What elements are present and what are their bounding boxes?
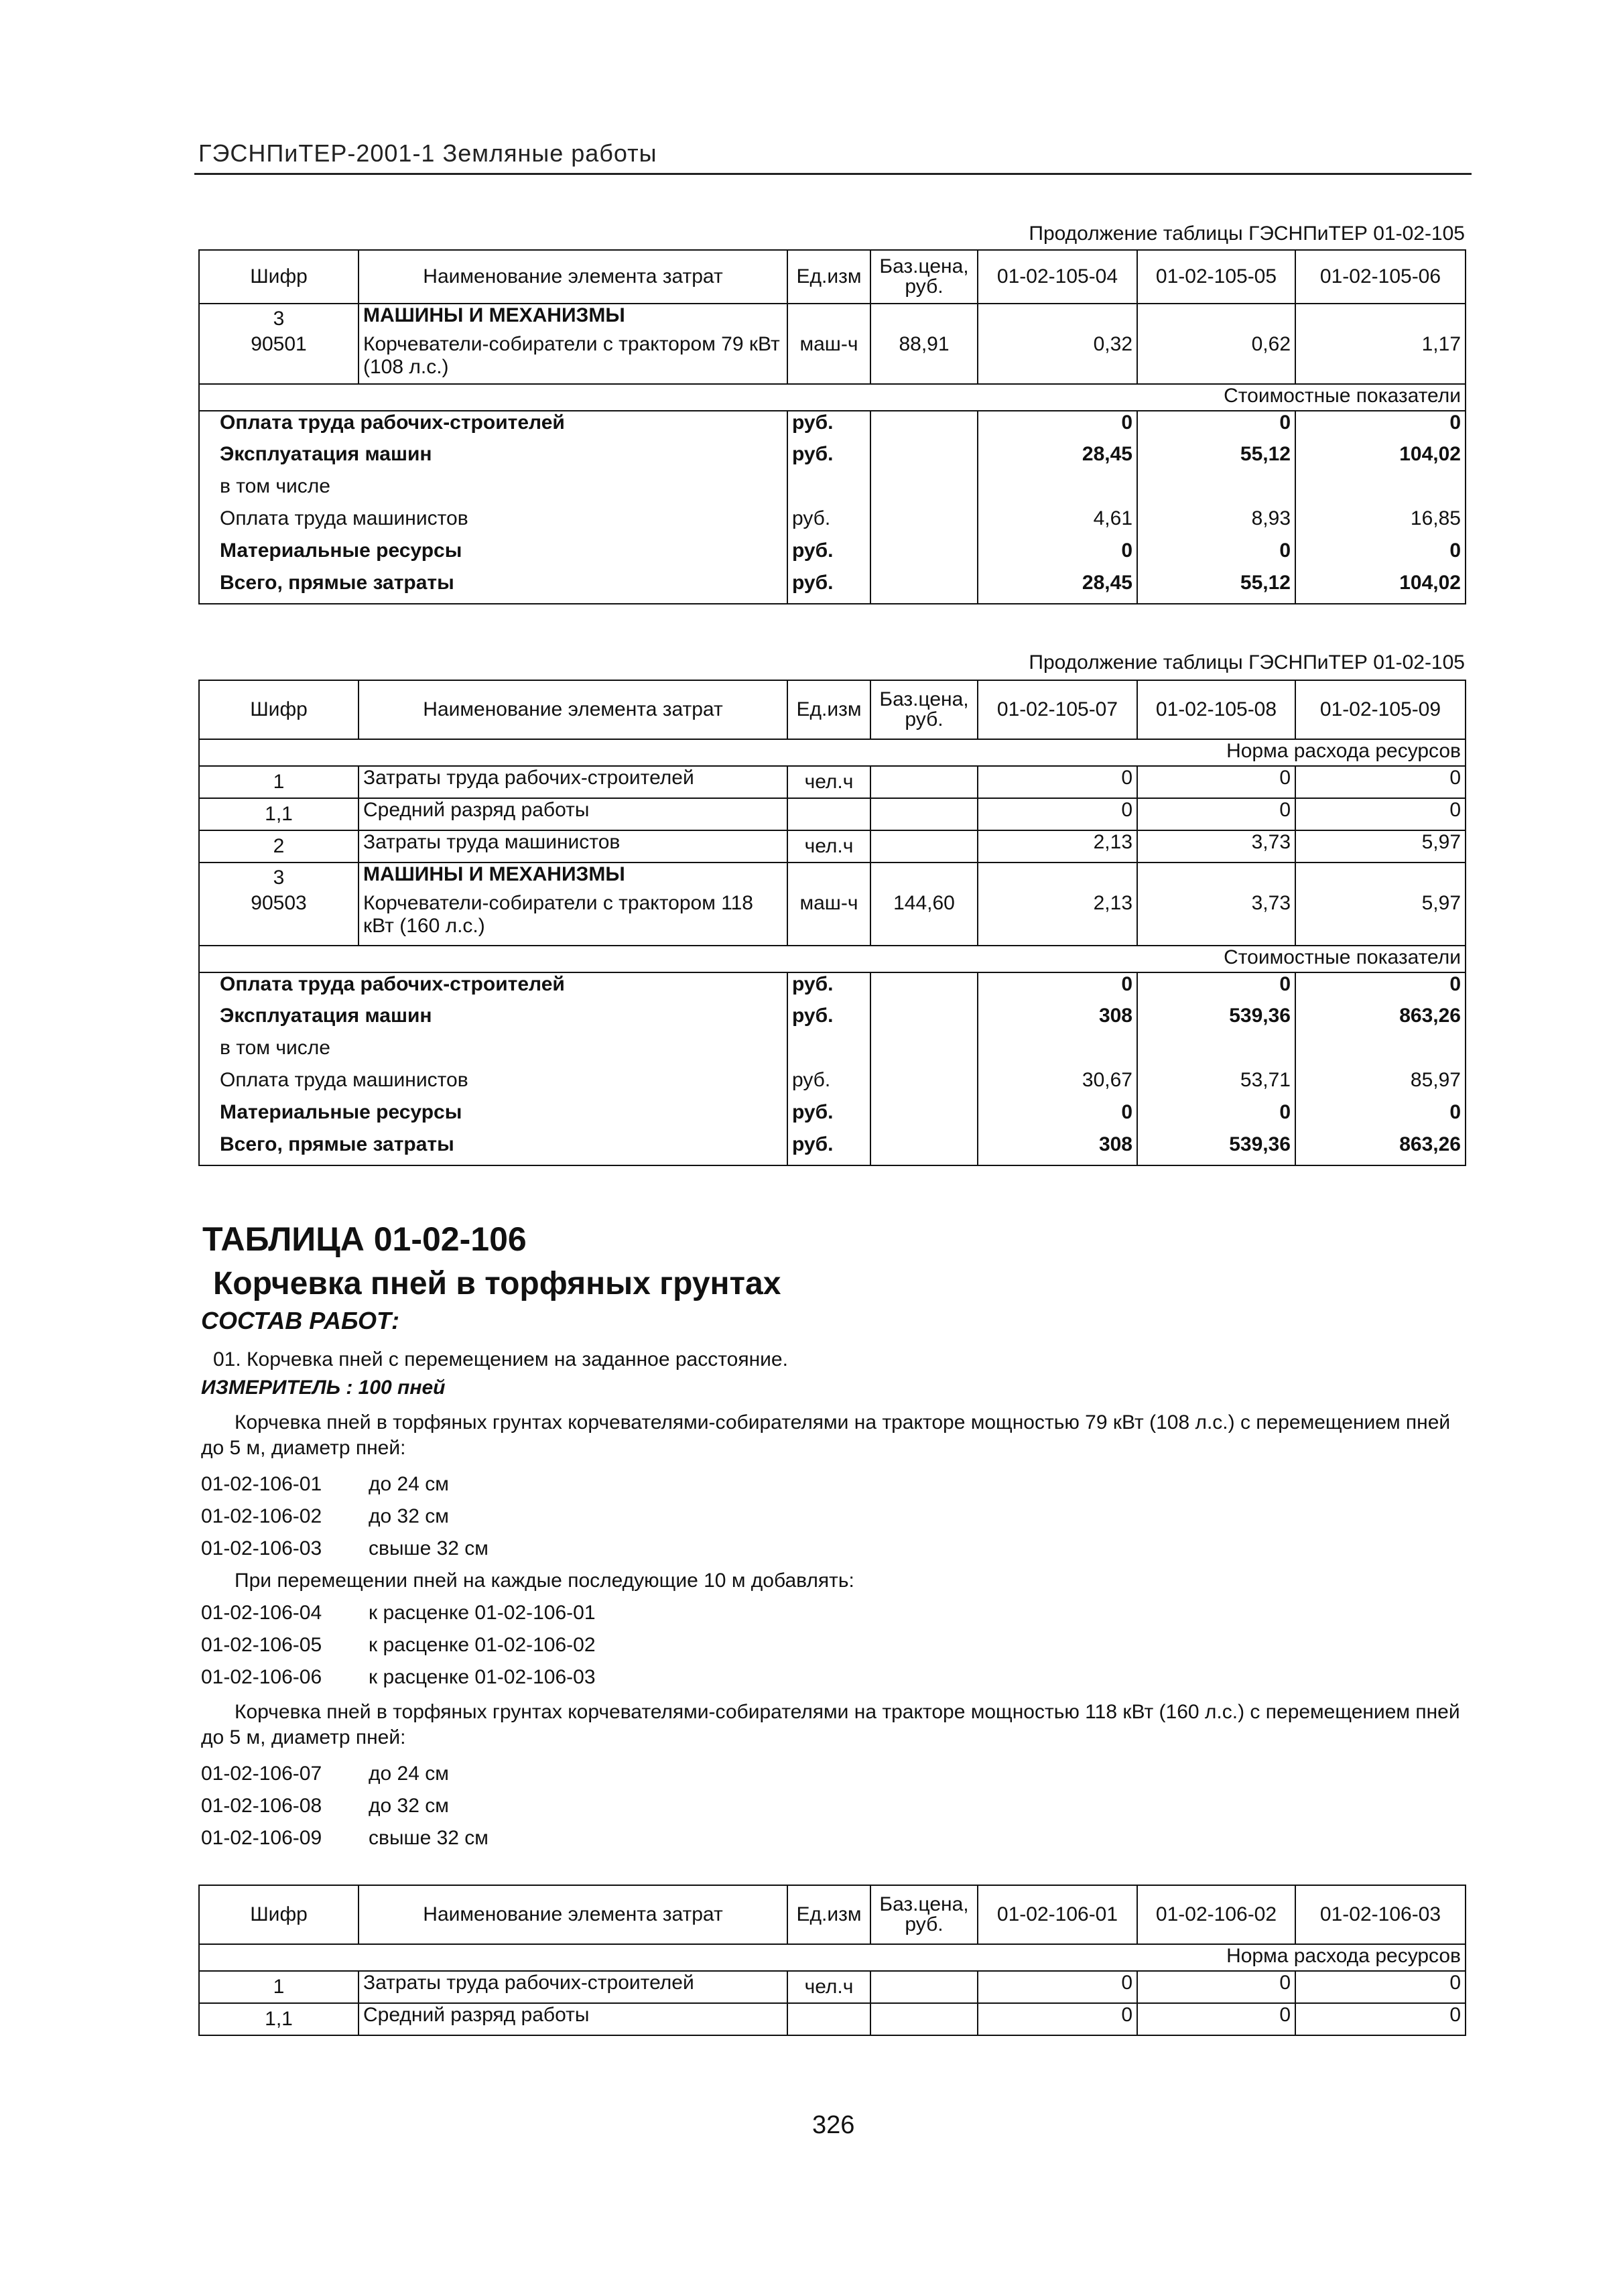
row-name: Затраты труда рабочих-строителей <box>359 766 787 798</box>
section-label: Стоимостные показатели <box>199 946 1466 972</box>
cost-label: Материальные ресурсы <box>199 1101 787 1133</box>
cost-unit: руб. <box>787 572 870 604</box>
rate-text: до 24 см <box>369 1473 449 1495</box>
list-item <box>201 1472 1005 1497</box>
section-row <box>199 1944 1466 1971</box>
col-rate-header: 01-02-105-09 <box>1295 680 1466 739</box>
col-code-header: Шифр <box>199 250 359 304</box>
header-rule <box>194 173 1472 175</box>
cost-value: 55,12 <box>1137 572 1295 604</box>
cost-value <box>1295 475 1466 507</box>
list-item <box>201 1761 1005 1787</box>
rate-code: 01-02-106-04 <box>201 1602 322 1624</box>
cost-value: 0 <box>978 1101 1137 1133</box>
cost-label: Оплата труда машинистов <box>199 507 787 539</box>
cost-label: Оплата труда рабочих-строителей <box>199 411 787 443</box>
cost-value: 55,12 <box>1137 443 1295 475</box>
table-row <box>199 863 1466 892</box>
paragraph-1: Корчевка пней в торфяных грунтах корчевателями-собирателями на тракторе мощностью 79 кВт (108 л.с.) с перемещением пней до 5 м, диаметр пней: <box>201 1411 1451 1459</box>
cost-value: 28,45 <box>978 443 1137 475</box>
row-price <box>870 798 978 830</box>
row-unit <box>787 304 870 333</box>
cost-unit: руб. <box>787 1069 870 1101</box>
col-code-header: Шифр <box>199 680 359 739</box>
row-code: 3 <box>199 863 359 892</box>
row-code: 90501 <box>199 333 359 384</box>
cost-row <box>199 1037 1466 1069</box>
row-value: 0 <box>1295 2003 1466 2035</box>
cost-value: 539,36 <box>1137 1133 1295 1165</box>
page-number: 326 <box>812 2111 855 2139</box>
col-name-header: Наименование элемента затрат <box>359 250 787 304</box>
col-unit-header: Ед.изм <box>787 250 870 304</box>
row-code: 1,1 <box>199 2003 359 2035</box>
row-unit: чел.ч <box>787 766 870 798</box>
table2-continuation: Продолжение таблицы ГЭСНПиТЕР 01-02-105 <box>1029 651 1465 674</box>
cost-unit <box>787 1037 870 1069</box>
table-row <box>199 766 1466 798</box>
cost-label: Эксплуатация машин <box>199 1005 787 1037</box>
list-item <box>201 1504 1005 1529</box>
cost-value: 4,61 <box>978 507 1137 539</box>
row-value <box>1137 863 1295 892</box>
cost-label: Оплата труда рабочих-строителей <box>199 972 787 1005</box>
cost-unit: руб. <box>787 1133 870 1165</box>
row-value: 1,17 <box>1295 333 1466 384</box>
row-name: МАШИНЫ И МЕХАНИЗМЫ <box>359 863 787 892</box>
row-code: 2 <box>199 830 359 863</box>
row-name: Корчеватели-собиратели с трактором 79 кВт (108 л.с.) <box>359 333 787 384</box>
meter-line: ИЗМЕРИТЕЛЬ : 100 пней <box>201 1377 446 1399</box>
rate-code: 01-02-106-01 <box>201 1473 322 1495</box>
row-price: 88,91 <box>870 333 978 384</box>
cost-label: Оплата труда машинистов <box>199 1069 787 1101</box>
cost-value: 85,97 <box>1295 1069 1466 1101</box>
cost-row <box>199 475 1466 507</box>
list-item <box>201 1600 1005 1626</box>
norm-label: Норма расхода ресурсов <box>199 739 1466 766</box>
row-value <box>978 863 1137 892</box>
row-unit <box>787 863 870 892</box>
row-value <box>1295 863 1466 892</box>
cost-value: 0 <box>1137 1101 1295 1133</box>
col-rate-header: 01-02-105-05 <box>1137 250 1295 304</box>
cost-value <box>1295 1037 1466 1069</box>
col-name-header: Наименование элемента затрат <box>359 680 787 739</box>
row-value: 0 <box>978 2003 1137 2035</box>
table-row <box>199 892 1466 946</box>
cost-value: 16,85 <box>1295 507 1466 539</box>
cost-value: 28,45 <box>978 572 1137 604</box>
row-value: 0,62 <box>1137 333 1295 384</box>
row-price <box>870 766 978 798</box>
row-value: 3,73 <box>1137 892 1295 946</box>
cost-value: 0 <box>978 972 1137 1005</box>
table3 <box>198 1885 1466 2036</box>
row-price: 144,60 <box>870 892 978 946</box>
col-rate-header: 01-02-105-04 <box>978 250 1137 304</box>
table2 <box>198 680 1466 1166</box>
row-value: 5,97 <box>1295 892 1466 946</box>
row-name: Средний разряд работы <box>359 798 787 830</box>
table1-continuation: Продолжение таблицы ГЭСНПиТЕР 01-02-105 <box>1029 222 1465 245</box>
row-value: 5,97 <box>1295 830 1466 863</box>
cost-row <box>199 443 1466 475</box>
table1-header-row <box>199 250 1466 304</box>
row-name: МАШИНЫ И МЕХАНИЗМЫ <box>359 304 787 333</box>
row-code: 3 <box>199 304 359 333</box>
cost-value: 30,67 <box>978 1069 1137 1101</box>
row-code: 1 <box>199 1971 359 2003</box>
col-rate-header: 01-02-105-08 <box>1137 680 1295 739</box>
table-row <box>199 304 1466 333</box>
row-unit: чел.ч <box>787 1971 870 2003</box>
col-price-header: Баз.цена, руб. <box>870 250 978 304</box>
cost-value: 104,02 <box>1295 443 1466 475</box>
cost-label: Эксплуатация машин <box>199 443 787 475</box>
row-price <box>870 1971 978 2003</box>
row-price <box>870 304 978 333</box>
cost-row <box>199 1101 1466 1133</box>
col-rate-header: 01-02-106-03 <box>1295 1885 1466 1944</box>
rate-text: к расценке 01-02-106-01 <box>369 1602 596 1624</box>
rate-text: свыше 32 см <box>369 1827 489 1849</box>
list-item <box>201 1536 1005 1561</box>
col-price-header: Баз.цена, руб. <box>870 1885 978 1944</box>
rate-text: к расценке 01-02-106-03 <box>369 1666 596 1688</box>
row-value: 0 <box>1295 1971 1466 2003</box>
table3-header-row <box>199 1885 1466 1944</box>
row-value: 0 <box>1137 1971 1295 2003</box>
row-value: 0 <box>1137 766 1295 798</box>
row-value: 0,32 <box>978 333 1137 384</box>
row-name: Затраты труда рабочих-строителей <box>359 1971 787 2003</box>
cost-unit: руб. <box>787 443 870 475</box>
row-unit <box>787 2003 870 2035</box>
col-unit-header: Ед.изм <box>787 1885 870 1944</box>
row-unit <box>787 798 870 830</box>
cost-value: 0 <box>1295 411 1466 443</box>
cost-row <box>199 1005 1466 1037</box>
cost-value: 863,26 <box>1295 1133 1466 1165</box>
cost-unit: руб. <box>787 1101 870 1133</box>
cost-label: в том числе <box>199 1037 787 1069</box>
col-name-header: Наименование элемента затрат <box>359 1885 787 1944</box>
cost-label: в том числе <box>199 475 787 507</box>
row-name: Корчеватели-собиратели с трактором 118 кВт (160 л.с.) <box>359 892 787 946</box>
table2-header-row <box>199 680 1466 739</box>
row-code: 1,1 <box>199 798 359 830</box>
list-item <box>201 1826 1005 1851</box>
table-row <box>199 1971 1466 2003</box>
row-unit: маш-ч <box>787 333 870 384</box>
row-code: 1 <box>199 766 359 798</box>
cost-unit <box>787 475 870 507</box>
col-rate-header: 01-02-105-06 <box>1295 250 1466 304</box>
row-value: 2,13 <box>978 892 1137 946</box>
rate-text: к расценке 01-02-106-02 <box>369 1634 596 1656</box>
cost-value: 308 <box>978 1133 1137 1165</box>
cost-label: Материальные ресурсы <box>199 539 787 572</box>
section-row <box>199 384 1466 411</box>
cost-value <box>978 475 1137 507</box>
cost-value: 0 <box>978 411 1137 443</box>
row-value: 0 <box>1295 766 1466 798</box>
row-name: Затраты труда машинистов <box>359 830 787 863</box>
rate-code: 01-02-106-09 <box>201 1827 322 1849</box>
col-rate-header: 01-02-106-01 <box>978 1885 1137 1944</box>
col-rate-header: 01-02-106-02 <box>1137 1885 1295 1944</box>
row-value: 2,13 <box>978 830 1137 863</box>
table-row <box>199 830 1466 863</box>
col-code-header: Шифр <box>199 1885 359 1944</box>
row-price <box>870 2003 978 2035</box>
col-rate-header: 01-02-105-07 <box>978 680 1137 739</box>
row-value <box>1295 304 1466 333</box>
paragraph-3: Корчевка пней в торфяных грунтах корчевателями-собирателями на тракторе мощностью 118 кВт (160 л.с.) с перемещением пней до 5 м, диаметр пней: <box>201 1701 1460 1748</box>
rate-text: свыше 32 см <box>369 1537 489 1559</box>
section-row <box>199 739 1466 766</box>
cost-value: 0 <box>1137 411 1295 443</box>
rate-code: 01-02-106-05 <box>201 1634 322 1656</box>
rate-code: 01-02-106-08 <box>201 1795 322 1817</box>
row-value: 0 <box>1137 798 1295 830</box>
composition-heading: СОСТАВ РАБОТ: <box>201 1307 399 1334</box>
cost-unit: руб. <box>787 411 870 443</box>
table1 <box>198 249 1466 604</box>
cost-value: 104,02 <box>1295 572 1466 604</box>
row-price <box>870 863 978 892</box>
rate-code: 01-02-106-07 <box>201 1763 322 1785</box>
cost-value: 308 <box>978 1005 1137 1037</box>
cost-unit: руб. <box>787 972 870 1005</box>
cost-value: 539,36 <box>1137 1005 1295 1037</box>
row-price <box>870 830 978 863</box>
cost-value <box>978 1037 1137 1069</box>
row-value <box>1137 304 1295 333</box>
section-label: Стоимостные показатели <box>199 384 1466 411</box>
row-code: 90503 <box>199 892 359 946</box>
cost-label: Всего, прямые затраты <box>199 1133 787 1165</box>
composition-item: 01. Корчевка пней с перемещением на заданное расстояние. <box>213 1348 788 1370</box>
col-price-header: Баз.цена, руб. <box>870 680 978 739</box>
row-value: 0 <box>978 1971 1137 2003</box>
rate-text: до 24 см <box>369 1763 449 1785</box>
cost-value: 8,93 <box>1137 507 1295 539</box>
section-row <box>199 946 1466 972</box>
cost-row <box>199 539 1466 572</box>
table-row <box>199 2003 1466 2035</box>
cost-row <box>199 572 1466 604</box>
cost-value: 0 <box>1137 972 1295 1005</box>
cost-row <box>199 1133 1466 1165</box>
running-header: ГЭСНПиТЕР-2001-1 Земляные работы <box>198 139 657 167</box>
row-value: 0 <box>1295 798 1466 830</box>
cost-value: 0 <box>1295 972 1466 1005</box>
cost-value: 0 <box>978 539 1137 572</box>
cost-value: 0 <box>1295 539 1466 572</box>
row-value: 0 <box>978 798 1137 830</box>
rate-code: 01-02-106-06 <box>201 1666 322 1688</box>
cost-label: Всего, прямые затраты <box>199 572 787 604</box>
row-value <box>978 304 1137 333</box>
table-row <box>199 333 1466 384</box>
row-unit: чел.ч <box>787 830 870 863</box>
cost-unit: руб. <box>787 539 870 572</box>
cost-row <box>199 507 1466 539</box>
cost-value: 0 <box>1295 1101 1466 1133</box>
col-unit-header: Ед.изм <box>787 680 870 739</box>
list-item <box>201 1665 1005 1690</box>
table-title: ТАБЛИЦА 01-02-106 <box>202 1220 527 1258</box>
row-value: 3,73 <box>1137 830 1295 863</box>
cost-value: 0 <box>1137 539 1295 572</box>
cost-row <box>199 972 1466 1005</box>
table-row <box>199 798 1466 830</box>
row-value: 0 <box>978 766 1137 798</box>
cost-unit: руб. <box>787 507 870 539</box>
cost-row <box>199 411 1466 443</box>
cost-value <box>1137 1037 1295 1069</box>
row-value: 0 <box>1137 2003 1295 2035</box>
rate-text: до 32 см <box>369 1505 449 1527</box>
norm-label: Норма расхода ресурсов <box>199 1944 1466 1971</box>
cost-unit: руб. <box>787 1005 870 1037</box>
cost-value: 863,26 <box>1295 1005 1466 1037</box>
cost-value <box>1137 475 1295 507</box>
rate-code: 01-02-106-03 <box>201 1537 322 1559</box>
rate-text: до 32 см <box>369 1795 449 1817</box>
table-subtitle: Корчевка пней в торфяных грунтах <box>213 1266 781 1301</box>
cost-value: 53,71 <box>1137 1069 1295 1101</box>
rate-code: 01-02-106-02 <box>201 1505 322 1527</box>
row-name: Средний разряд работы <box>359 2003 787 2035</box>
list-item <box>201 1793 1005 1819</box>
row-unit: маш-ч <box>787 892 870 946</box>
paragraph-2: При перемещении пней на каждые последующие 10 м добавлять: <box>235 1570 854 1592</box>
cost-row <box>199 1069 1466 1101</box>
list-item <box>201 1633 1005 1658</box>
